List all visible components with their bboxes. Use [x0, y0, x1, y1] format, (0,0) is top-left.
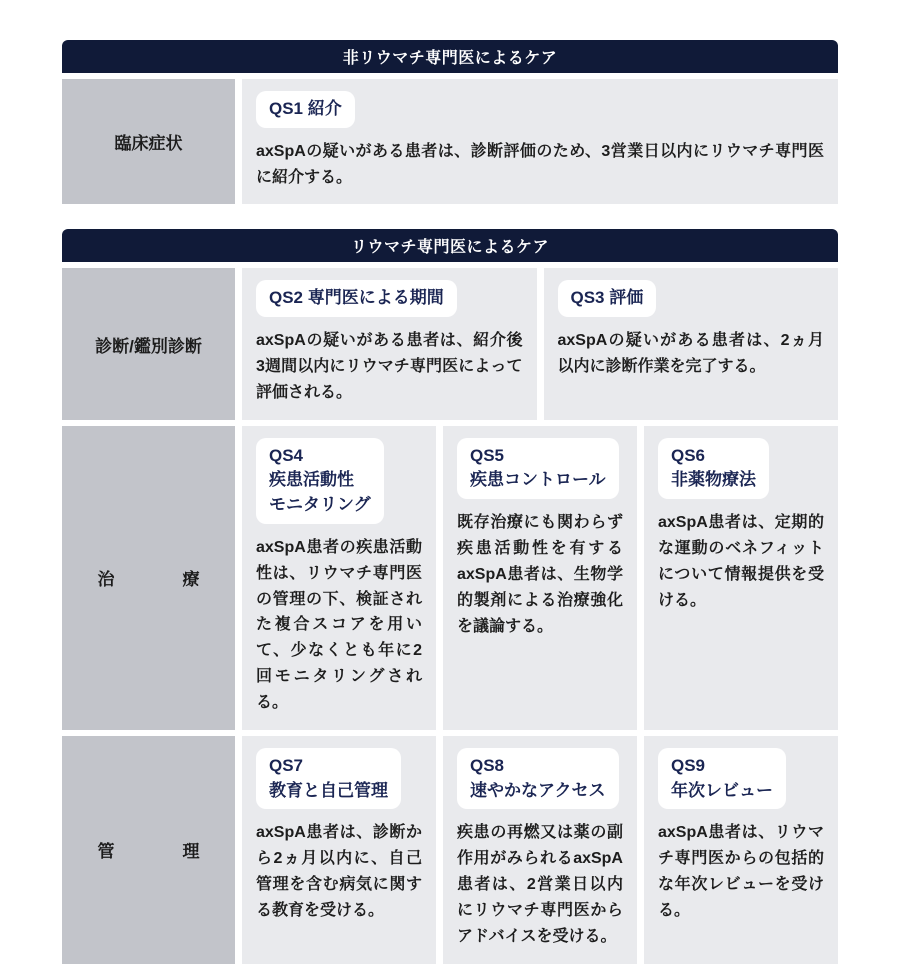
qs1-card — [242, 79, 838, 204]
qs8-badge — [457, 748, 619, 809]
qs9-badge-number: QS9 — [671, 756, 706, 776]
section-non-rheumatologist-care — [62, 40, 838, 204]
qs4-badge — [256, 438, 384, 524]
qs5-badge — [457, 438, 619, 499]
qs8-badge-title: 速やかなアクセス — [470, 780, 606, 800]
qs8-text: 疾患の再燃又は薬の副作用がみられるaxSpA患者は、2営業日以内にリウマチ専門医からアドバイスを受ける。 — [457, 824, 623, 945]
qs9-badge-title: 年次レビュー — [671, 780, 773, 800]
row-diagnosis — [62, 268, 838, 419]
qs6-badge-title: 非薬物療法 — [671, 470, 756, 490]
row-cells — [242, 736, 838, 964]
qs4-badge-title-line2: モニタリング — [269, 495, 371, 515]
qs9-card — [644, 736, 838, 964]
qs5-badge-title: 疾患コントロール — [470, 470, 606, 490]
qs7-badge-title: 教育と自己管理 — [269, 780, 388, 800]
row-label-text: 臨床症状 — [114, 134, 183, 154]
qs6-text: axSpA患者は、定期的な運動のベネフィットについて情報提供を受ける。 — [658, 514, 824, 609]
section-header-non-rheumatologist — [62, 40, 838, 73]
qs7-badge-number: QS7 — [269, 756, 304, 776]
row-cells — [242, 268, 838, 419]
qs3-card — [544, 268, 839, 419]
qs8-badge-number: QS8 — [470, 756, 505, 776]
qs5-text: 既存治療にも関わらず疾患活動性を有するaxSpA患者は、生物学的製剤による治療強化を議論する。 — [457, 514, 623, 635]
row-label-clinical-symptoms — [62, 79, 235, 204]
section-title: 非リウマチ専門医によるケア — [342, 50, 558, 67]
qs9-badge — [658, 748, 786, 809]
row-management — [62, 736, 838, 964]
row-label-treatment — [62, 426, 235, 730]
row-clinical-symptoms — [62, 79, 838, 204]
qs3-badge-label: QS3 評価 — [570, 288, 644, 308]
qs4-text: axSpA患者の疾患活動性は、リウマチ専門医の管理の下、検証された複合スコアを用いて、少なくとも年に2回モニタリングされる。 — [256, 538, 422, 712]
row-treatment — [62, 426, 838, 730]
row-label-management — [62, 736, 235, 964]
qs4-badge-title-line1: 疾患活動性 — [269, 470, 354, 490]
row-cells — [242, 79, 838, 204]
row-cells — [242, 426, 838, 730]
section-title: リウマチ専門医によるケア — [350, 239, 549, 257]
row-label-text: 診断/鑑別診断 — [95, 336, 202, 356]
qs2-text: axSpAの疑いがある患者は、紹介後3週間以内にリウマチ専門医によって評価される。 — [256, 332, 523, 401]
qs4-badge-number: QS4 — [269, 445, 304, 465]
qs7-text: axSpA患者は、診断から2ヵ月以内に、自己管理を含む病気に関する教育を受ける。 — [256, 824, 422, 920]
qs1-text: axSpAの疑いがある患者は、診断評価のため、3営業日以内にリウマチ専門医に紹介する。 — [256, 142, 824, 186]
qs1-badge — [256, 91, 355, 128]
qs4-card — [242, 426, 436, 730]
qs3-text: axSpAの疑いがある患者は、2ヵ月以内に診断作業を完了する。 — [557, 332, 824, 375]
section-header-rheumatologist — [62, 229, 838, 262]
qs-table — [62, 40, 838, 964]
qs3-badge — [558, 280, 657, 317]
qs2-badge — [256, 280, 457, 317]
qs8-card — [443, 736, 637, 964]
qs7-card — [242, 736, 436, 964]
qs5-card — [443, 426, 637, 730]
qs6-badge — [658, 438, 769, 499]
row-label-text: 治 療 — [97, 570, 200, 590]
qs6-card — [644, 426, 838, 730]
qs9-text: axSpA患者は、リウマチ専門医からの包括的な年次レビューを受ける。 — [658, 824, 824, 920]
qs1-badge-label: QS1 紹介 — [269, 99, 342, 118]
qs5-badge-number: QS5 — [470, 445, 505, 465]
section-rheumatologist-care — [62, 229, 838, 963]
qs7-badge — [256, 748, 401, 809]
qs2-card — [242, 268, 537, 419]
qs6-badge-number: QS6 — [671, 445, 706, 465]
row-label-text: 管 理 — [97, 842, 200, 862]
qs2-badge-label: QS2 専門医による期間 — [269, 288, 444, 308]
row-label-diagnosis — [62, 268, 235, 419]
